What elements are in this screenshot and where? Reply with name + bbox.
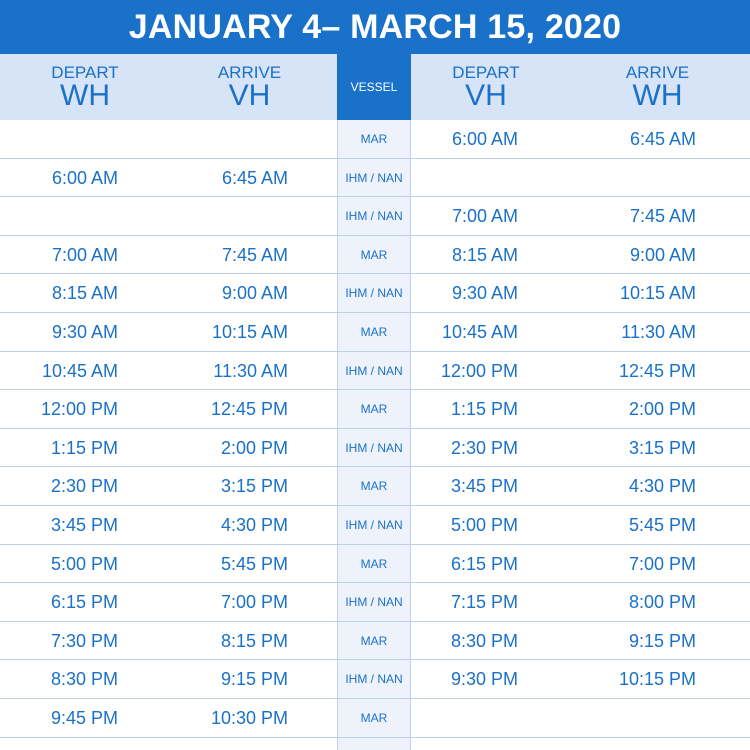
depart-wh-time: 5:00 PM	[50, 553, 118, 574]
header-arrive-left	[162, 54, 337, 120]
header-depart-right-label: DEPART	[452, 63, 520, 82]
table-row	[0, 390, 750, 429]
arrive-vh-time: 2:00 PM	[220, 437, 288, 458]
table-row	[0, 506, 750, 545]
depart-vh-time: 7:15 PM	[450, 592, 518, 613]
arrive-vh-time: 10:30 PM	[210, 707, 288, 728]
table-row	[0, 313, 750, 352]
depart-vh-time: 9:30 AM	[451, 283, 518, 304]
vessel-code: MAR	[360, 247, 388, 262]
depart-wh-time: 7:30 PM	[50, 630, 118, 651]
depart-wh-time: 12:00 PM	[40, 399, 118, 420]
arrive-wh-time: 4:30 PM	[628, 476, 696, 497]
arrive-wh-time: 5:45 PM	[628, 514, 696, 535]
table-row	[0, 660, 750, 699]
depart-vh-time: 8:30 PM	[450, 630, 518, 651]
vessel-code: MAR	[360, 633, 388, 648]
depart-vh-time	[400, 699, 518, 737]
depart-vh-time: 12:00 PM	[440, 360, 518, 381]
arrive-wh-time: 3:15 PM	[628, 437, 696, 458]
arrive-vh-time: 4:30 PM	[220, 514, 288, 535]
arrive-wh-time: 2:00 PM	[628, 399, 696, 420]
depart-vh-time: 9:30 PM	[450, 669, 518, 690]
arrive-wh-time: 7:00 PM	[628, 553, 696, 574]
depart-wh-time: 8:15 AM	[51, 283, 118, 304]
depart-vh-time: 7:00 AM	[451, 206, 518, 227]
depart-vh-time: 3:45 PM	[450, 476, 518, 497]
vessel-code: MAR	[360, 324, 388, 339]
arrive-vh-time: 10:15 AM	[211, 321, 288, 342]
table-row	[0, 699, 750, 738]
depart-wh-time: 9:45 PM	[50, 707, 118, 728]
depart-vh-time: 8:15 AM	[451, 244, 518, 265]
vessel-code: MAR	[360, 710, 388, 725]
arrive-wh-time: 8:00 PM	[628, 592, 696, 613]
table-row	[0, 352, 750, 391]
arrive-wh-time: 11:30 AM	[621, 321, 696, 342]
arrive-vh-time: 11:30 AM	[213, 360, 288, 381]
table-row	[0, 197, 750, 236]
arrive-wh-time: 6:45 AM	[629, 129, 696, 149]
vessel-code: IHM / NAN	[345, 286, 403, 301]
arrive-wh-time: 9:15 PM	[628, 630, 696, 651]
arrive-vh-time: 8:15 PM	[220, 630, 288, 651]
table-row	[0, 622, 750, 661]
header-vessel: VESSEL	[337, 54, 411, 120]
header-depart-right	[411, 54, 561, 120]
table-row	[0, 429, 750, 468]
vessel-code: IHM / NAN	[345, 517, 403, 532]
depart-wh-time: 7:00 AM	[51, 244, 118, 265]
vessel-code: IHM / NAN	[345, 209, 403, 224]
vessel-code: IHM / NAN	[345, 363, 403, 378]
arrive-vh-time	[170, 197, 288, 235]
header-arrive-left-label: ARRIVE	[217, 63, 282, 82]
arrive-wh-time	[578, 699, 696, 737]
table-row	[0, 159, 750, 198]
depart-vh-time: 6:15 PM	[450, 553, 518, 574]
vessel-code: IHM / NAN	[345, 672, 403, 687]
arrive-wh-time: 10:15 AM	[619, 283, 696, 304]
vessel-code: MAR	[360, 402, 388, 417]
table-row	[0, 583, 750, 622]
header-arrive-left-terminal: VH	[228, 79, 271, 112]
depart-wh-time: 8:30 PM	[50, 669, 118, 690]
header-depart-left-terminal: WH	[60, 79, 110, 112]
arrive-vh-time: 12:45 PM	[210, 399, 288, 420]
depart-vh-time: 10:45 AM	[441, 321, 518, 342]
depart-vh-time	[400, 159, 518, 197]
vessel-code: MAR	[360, 479, 388, 494]
table-row	[0, 120, 750, 159]
depart-wh-time	[0, 120, 118, 158]
depart-wh-time: 10:45 AM	[41, 360, 118, 381]
arrive-vh-time: 6:45 AM	[221, 167, 288, 188]
depart-vh-time: 5:00 PM	[450, 514, 518, 535]
vessel-code: IHM / NAN	[345, 595, 403, 610]
vessel-code: IHM / NAN	[345, 170, 403, 185]
vessel-code: MAR	[360, 132, 388, 146]
table-row	[0, 545, 750, 584]
table-row	[0, 274, 750, 313]
depart-wh-time: 3:45 PM	[50, 514, 118, 535]
header-arrive-right	[580, 54, 735, 120]
header-depart-right-terminal: VH	[465, 79, 507, 112]
header-arrive-right-label: ARRIVE	[625, 63, 690, 82]
depart-wh-time: 2:30 PM	[50, 476, 118, 497]
depart-vh-time: 2:30 PM	[450, 437, 518, 458]
depart-wh-time: 6:00 AM	[51, 167, 118, 188]
arrive-vh-time	[170, 120, 288, 158]
arrive-wh-time: 12:45 PM	[618, 360, 696, 381]
schedule-rows	[0, 120, 750, 738]
depart-wh-time: 6:15 PM	[50, 592, 118, 613]
header-depart-left-label: DEPART	[51, 63, 119, 82]
depart-wh-time: 9:30 AM	[51, 321, 118, 342]
depart-wh-time: 1:15 PM	[50, 437, 118, 458]
arrive-wh-time: 9:00 AM	[629, 244, 696, 265]
arrive-wh-time: 7:45 AM	[629, 206, 696, 227]
arrive-vh-time: 9:15 PM	[220, 669, 288, 690]
depart-vh-time: 1:15 PM	[450, 399, 518, 420]
arrive-vh-time: 7:00 PM	[220, 592, 288, 613]
vessel-code: IHM / NAN	[345, 440, 403, 455]
arrive-wh-time: 10:15 PM	[618, 669, 696, 690]
table-row	[0, 467, 750, 506]
arrive-vh-time: 9:00 AM	[221, 283, 288, 304]
vessel-code: MAR	[360, 556, 388, 571]
header-depart-left	[0, 54, 170, 120]
arrive-vh-time: 7:45 AM	[221, 244, 288, 265]
arrive-vh-time: 3:15 PM	[220, 476, 288, 497]
depart-vh-time: 6:00 AM	[451, 129, 518, 149]
arrive-vh-time: 5:45 PM	[220, 553, 288, 574]
depart-wh-time	[0, 197, 118, 235]
table-row	[0, 236, 750, 275]
arrive-wh-time	[578, 159, 696, 197]
schedule-title: JANUARY 4– MARCH 15, 2020	[0, 0, 750, 54]
header-arrive-right-terminal: WH	[632, 79, 683, 112]
